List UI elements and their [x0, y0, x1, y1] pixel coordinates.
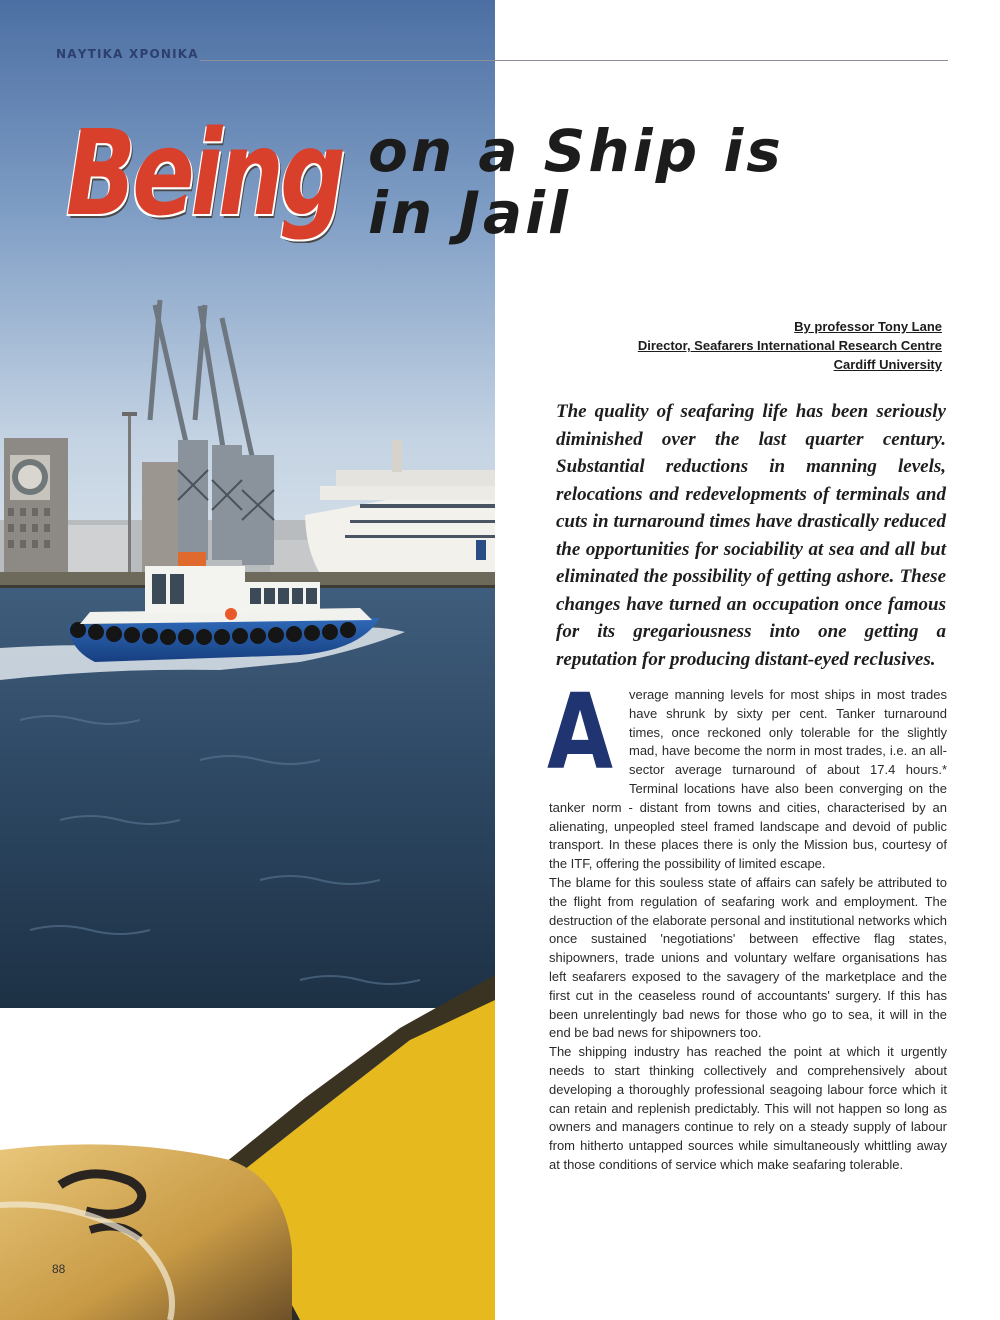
- header-rule: [200, 60, 948, 61]
- byline: [638, 317, 942, 374]
- title-line-2: in Jail: [368, 179, 571, 247]
- byline-author: By professor Tony Lane: [794, 319, 942, 334]
- drop-cap: A: [547, 671, 614, 793]
- byline-institution: Cardiff University: [833, 357, 942, 372]
- article-body: [547, 671, 947, 1175]
- title-line-1: on a Ship is: [368, 117, 784, 185]
- body-paragraph-2: The blame for this souless state of affairs can safely be attributed to the flight from regulation of seafaring work and employment. The destruction of the elaborate personal and institutional networks which once sustained 'negotiations' between effective flag states, shipowners, trade unions and voluntary welfare organisations has left seafarers exposed to the savagery of the marketplace and the first cut in the ceaseless round of accountants' surgery. If this has been unrelentingly bad news for those who go to sea, it will in the end be bad news for shipowners too.: [549, 874, 947, 1041]
- page-number: 88: [52, 1262, 66, 1276]
- section-label: ΝΑΥΤΙΚΑ ΧΡΟΝΙΚΑ: [56, 47, 199, 61]
- title-being: Being: [66, 104, 343, 242]
- body-paragraph-3: The shipping industry has reached the point at which it urgently needs to start thinking collectively and comprehensively about developing a thoroughly professional seagoing labour force which it can retain and replenish predictably. This will not happen so long as owners and managers continue to rely on a steady supply of labour from hitherto untapped sources while simultaneously whittling away at those conditions of service which make seafaring tolerable.: [549, 1044, 947, 1172]
- lead-paragraph: The quality of seafaring life has been seriously diminished over the last quarter century. Substantial reductions in manning levels, relocations and redevelopments of terminals and cuts in turnaround times have drastically reduced the opportunities for sociability at sea and all but eliminated the possibility of getting ashore. These changes have turned an occupation once famous for its gregariousness into one getting a reputation for producing distant-eyed reclusives.: [556, 401, 946, 670]
- body-paragraph-1: verage manning levels for most ships in most trades have shrunk by sixty per cent. Tanker turnaround times, once reckoned only tolerable for the slightly mad, have become the norm in most trades, i.e. an all-sector average turnaround of about 17.4 hours.* Terminal locations have also been converging on the tanker norm - distant from towns and cities, characterised by an alienating, unpeopled steel framed landscape and devoid of public transport. In these places there is only the Mission bus, courtesy of the ITF, offering the possibility of limited escape.: [549, 687, 947, 872]
- byline-role: Director, Seafarers International Research Centre: [637, 338, 942, 353]
